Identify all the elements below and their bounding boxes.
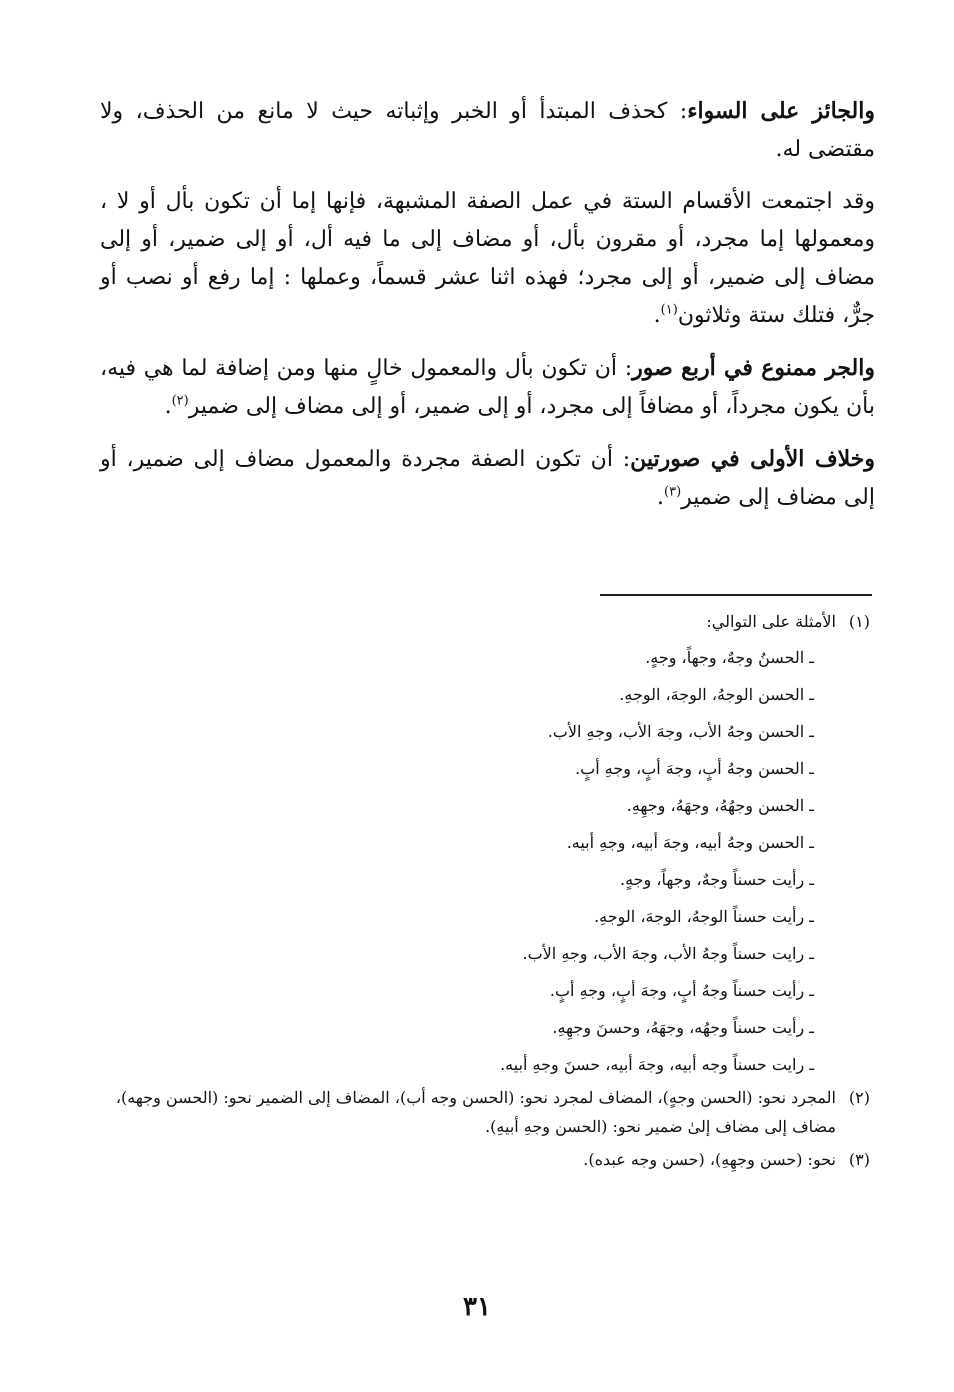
example-line: ـ الحسن وجهُ أبيه، وجهَ أبيه، وجهِ أبيه. bbox=[566, 833, 814, 852]
paragraph-3 bbox=[100, 349, 875, 426]
example-line: ـ الحسنُ وجهٌ، وجهاً، وجهٍ. bbox=[645, 648, 814, 667]
footnote-ref-1[interactable]: (١) bbox=[660, 302, 678, 318]
footnote-ref-3[interactable]: (٣) bbox=[664, 484, 682, 500]
example-line: ـ الحسن الوجهُ، الوجهَ، الوجهِ. bbox=[619, 685, 814, 704]
example-line: ـ رايت حسناً وجه أبيه، وجهَ أبيه، حسنَ وجهِ أبيه. bbox=[500, 1055, 814, 1074]
footnote-text: المجرد نحو: (الحسن وجهٍ)، المضاف لمجرد نحو: (الحسن وجه أب)، المضاف إلى الضمير نحو: (الحسن وجهه)، مضاف إلى مضاف إلىٰ ضمير نحو: (الحسن وجهِ أبيهِ). bbox=[115, 1088, 836, 1136]
paragraph-text: : أن تكون بأل والمعمول خالٍ منها ومن إضافة لما هي فيه، بأن يكون مجرداً، أو مضافاً إلى مجرد، أو إلى ضمير، أو إلى مضاف إلى ضمير bbox=[100, 356, 875, 419]
paragraph-2 bbox=[100, 183, 875, 335]
paragraph-lead: والجر ممنوع في أربع صور bbox=[632, 355, 875, 381]
paragraph-text: وقد اجتمعت الأقسام الستة في عمل الصفة المشبهة، فإنها إما أن تكون بأل أو لا ، ومعمولها إما مجرد، أو مقرون بأل، أو مضاف إلى ما فيه أل، أو إلى ضمير، أو إلى مضاف إلى ضمير، أو إلى مجرد؛ فهذه اثنا عشر قسماً، وعملها : إما رفع أو نصب أو جرٌّ، فتلك ستة وثلاثون bbox=[100, 189, 875, 328]
paragraph-text: : كحذف المبتدأ أو الخبر وإثباته حيث لا مانع من الحذف، ولا مقتضى له. bbox=[100, 99, 875, 162]
footnotes bbox=[95, 604, 870, 1174]
footnote-2 bbox=[95, 1083, 870, 1141]
paragraph-end: . bbox=[653, 303, 661, 328]
example-line: ـ رايت حسناً وجهُ الأب، وجهَ الأب، وجهِ الأب. bbox=[522, 944, 814, 963]
footnote-text: نحو: (حسن وجهِهِ)، (حسن وجه عبده). bbox=[583, 1150, 836, 1169]
paragraph-end: . bbox=[657, 485, 665, 510]
example-line: ـ رأيت حسناً وجهٌ، وجهاً، وجهٍ. bbox=[620, 870, 814, 889]
example-line: ـ رأيت حسناً وجهُه، وجهَهُ، وحسنَ وجهِهِ. bbox=[552, 1018, 814, 1037]
footnote-number: (٢) bbox=[848, 1088, 870, 1107]
paragraph-4 bbox=[100, 440, 875, 517]
page-number: ٣١ bbox=[463, 1292, 491, 1322]
paragraph-1 bbox=[100, 92, 875, 169]
example-line: ـ رأيت حسناً وجهُ أبٍ، وجهَ أبٍ، وجهِ أبٍ. bbox=[549, 981, 814, 1000]
example-line: ـ رأيت حسناً الوجهُ، الوجهَ، الوجهِ. bbox=[594, 907, 814, 926]
footnote-heading: الأمثلة على التوالي: bbox=[706, 612, 836, 631]
main-text bbox=[100, 92, 875, 531]
footnote-number: (١) bbox=[848, 612, 870, 631]
footnote-1 bbox=[95, 604, 870, 1083]
paragraph-text: : أن تكون الصفة مجردة والمعمول مضاف إلى ضمير، أو إلى مضاف إلى ضمير bbox=[100, 447, 875, 510]
footnote-ref-2[interactable]: (٢) bbox=[171, 393, 189, 409]
paragraph-lead: وخلاف الأولى في صورتين bbox=[630, 446, 875, 472]
paragraph-lead: والجائز على السواء bbox=[687, 98, 875, 124]
footnote-number: (٣) bbox=[848, 1150, 870, 1169]
example-line: ـ الحسن وجهُ الأب، وجهَ الأب، وجهِ الأب. bbox=[547, 722, 814, 741]
paragraph-end: . bbox=[164, 394, 172, 419]
example-line: ـ الحسن وجهُهُ، وجهَهُ، وجهِهِ. bbox=[626, 796, 814, 815]
example-line: ـ الحسن وجهُ أبٍ، وجهَ أبٍ، وجهِ أبٍ. bbox=[575, 759, 814, 778]
footnote-3 bbox=[95, 1145, 870, 1174]
footnote-divider bbox=[600, 594, 872, 596]
